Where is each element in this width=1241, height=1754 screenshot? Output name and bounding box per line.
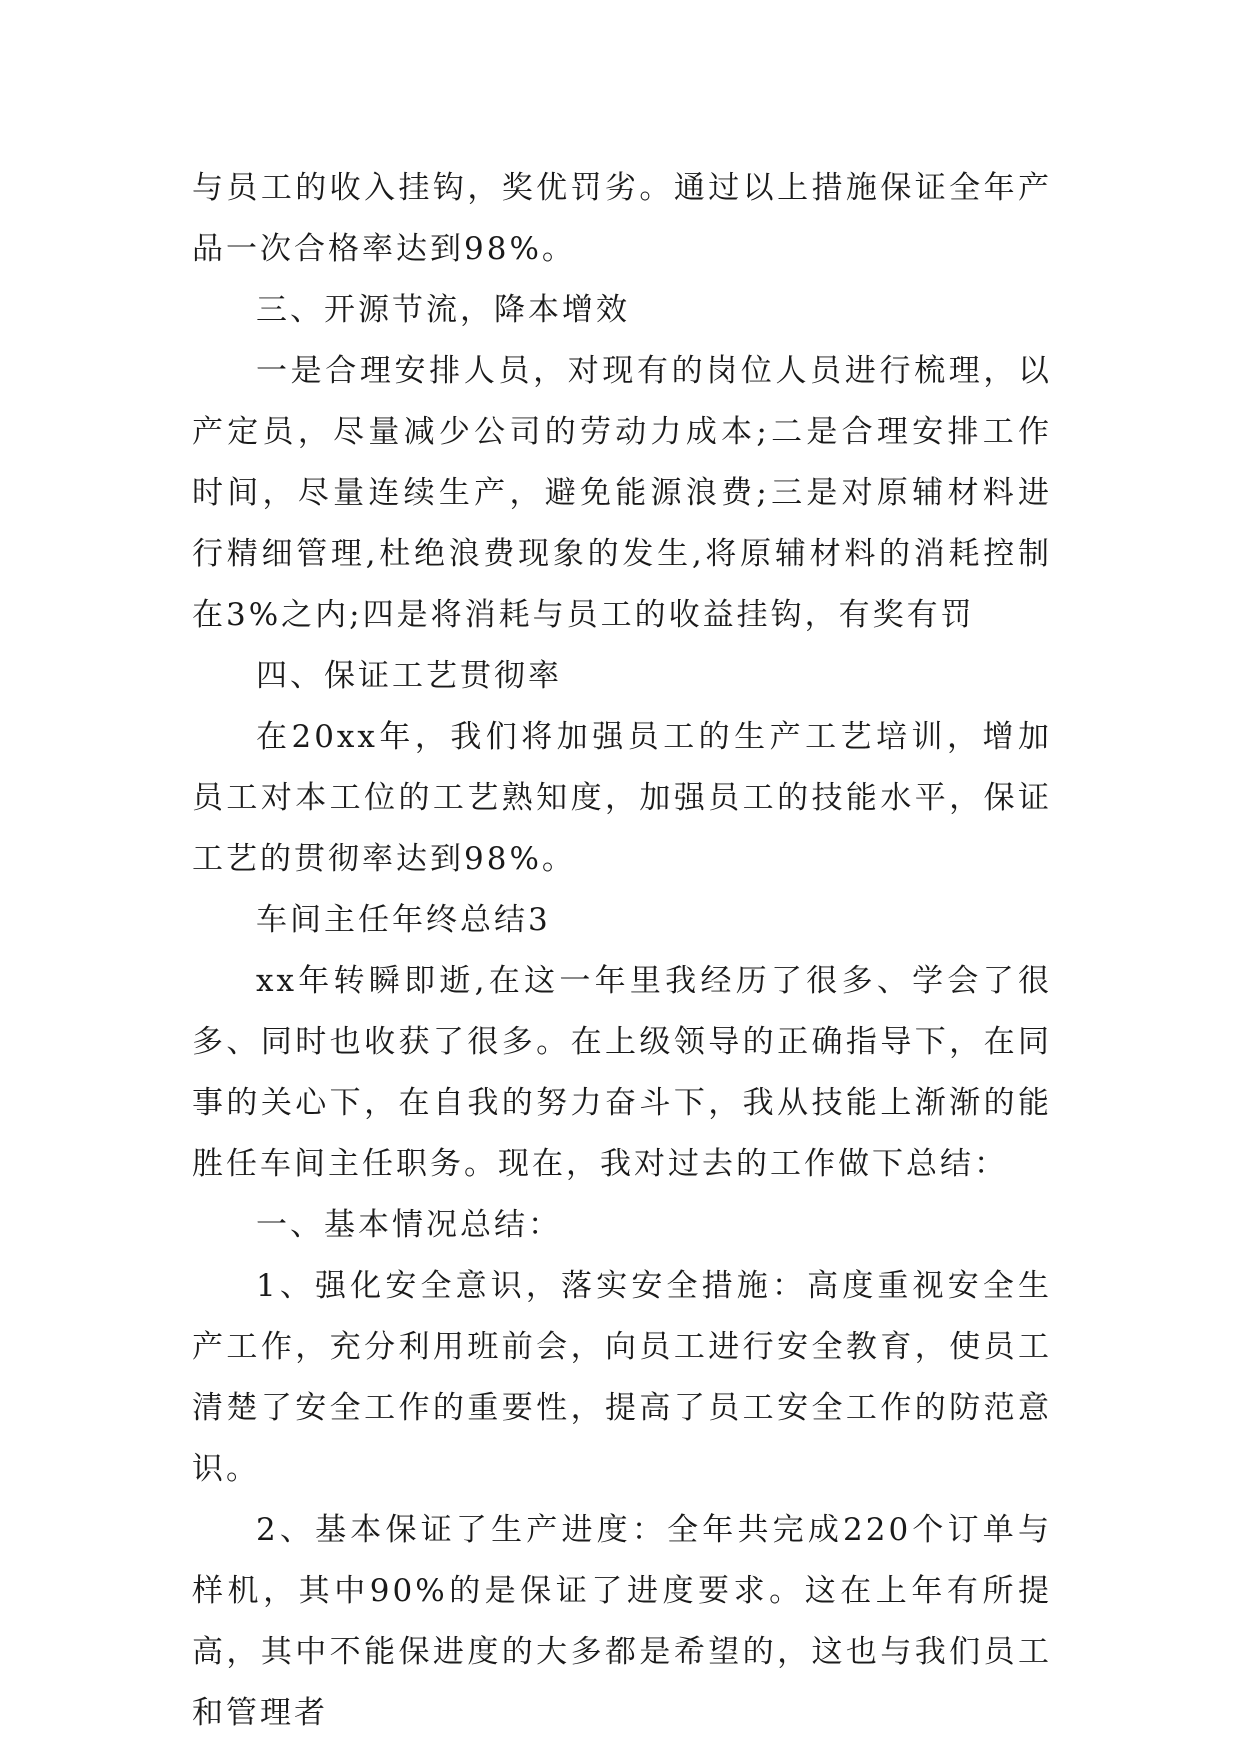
article-title: 车间主任年终总结3 bbox=[256, 902, 551, 938]
document-body bbox=[192, 158, 1052, 1744]
paragraph-safety: 1、强化安全意识，落实安全措施：高度重视安全生产工作，充分利用班前会，向员工进行安全教育，使员工清楚了安全工作的重要性，提高了员工安全工作的防范意识。 bbox=[192, 1268, 1052, 1487]
paragraph-production-progress: 2、基本保证了生产进度：全年共完成220个订单与样机，其中90%的是保证了进度要求。这在上年有所提高，其中不能保进度的大多都是希望的，这也与我们员工和管理者 bbox=[192, 1512, 1052, 1731]
section-heading-1: 一、基本情况总结： bbox=[256, 1207, 562, 1243]
paragraph-intro: xx年转瞬即逝,在这一年里我经历了很多、学会了很多、同时也收获了很多。在上级领导的正确指导下，在同事的关心下，在自我的努力奋斗下，我从技能上渐渐的能胜任车间主任职务。现在，我对过去的工作做下总结： bbox=[192, 963, 1052, 1182]
paragraph-process-training: 在20xx年，我们将加强员工的生产工艺培训，增加员工对本工位的工艺熟知度，加强员工的技能水平，保证工艺的贯彻率达到98%。 bbox=[192, 719, 1052, 877]
section-heading-3: 三、开源节流，降本增效 bbox=[256, 292, 630, 328]
paragraph-cost-reduction: 一是合理安排人员，对现有的岗位人员进行梳理，以产定员，尽量减少公司的劳动力成本;二是合理安排工作时间，尽量连续生产，避免能源浪费;三是对原辅材料进行精细管理,杜绝浪费现象的发生,将原辅材料的消耗控制在3%之内;四是将消耗与员工的收益挂钩，有奖有罚 bbox=[192, 353, 1052, 633]
section-heading-4: 四、保证工艺贯彻率 bbox=[256, 658, 562, 694]
paragraph-continuation: 与员工的收入挂钩，奖优罚劣。通过以上措施保证全年产品一次合格率达到98%。 bbox=[192, 170, 1052, 267]
